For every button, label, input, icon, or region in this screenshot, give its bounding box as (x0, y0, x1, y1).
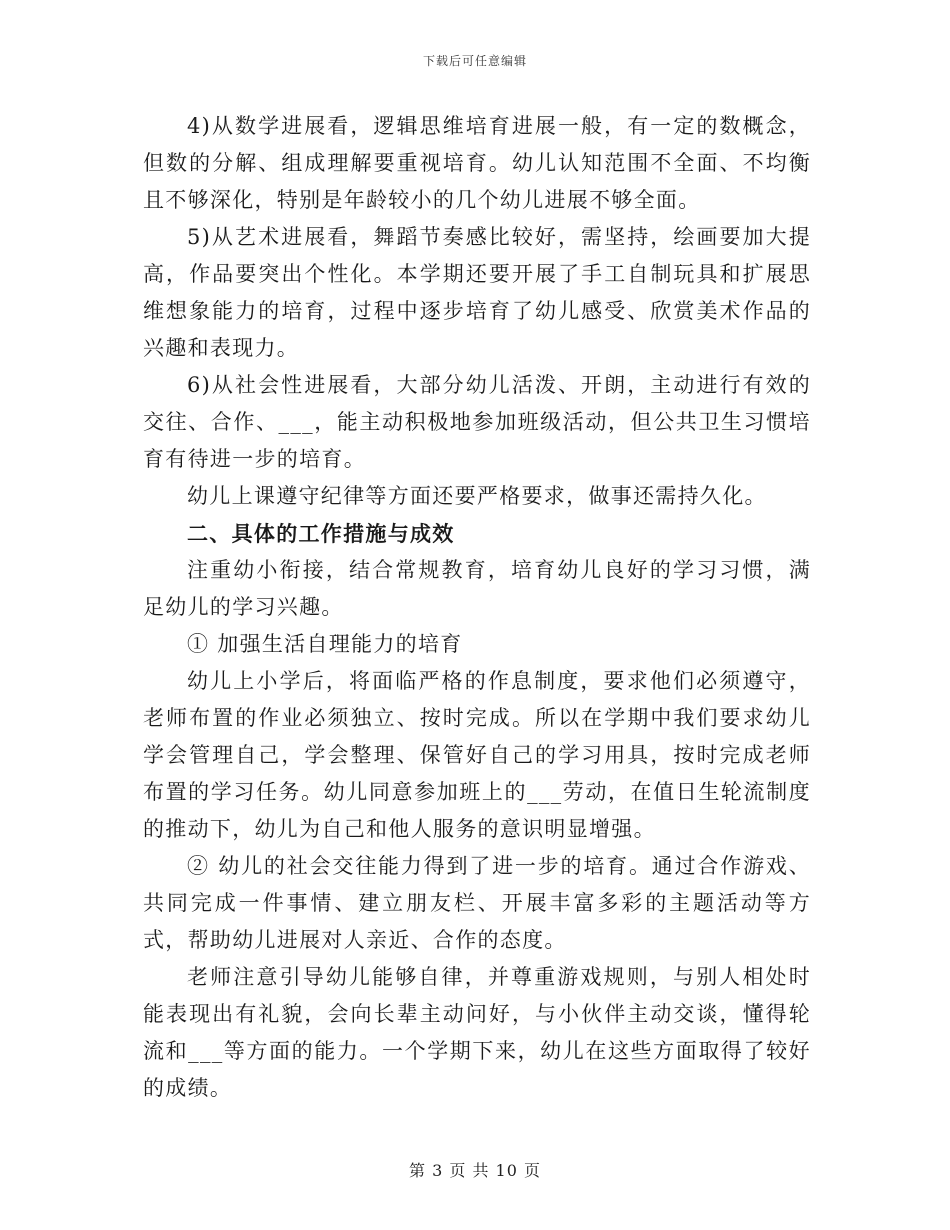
page-header: 下载后可任意编辑 (422, 54, 527, 68)
section-heading: 二、具体的工作措施与成效 (187, 521, 455, 546)
paragraph-transition: 注重幼小衔接，结合常规教育，培育幼儿良好的学习习惯，满足幼儿的学习兴趣。 (143, 558, 811, 619)
paragraph-self-discipline: 老师注意引导幼儿能够自律，并尊重游戏规则，与别人相处时能表现出有礼貌，会向长辈主动问好，与小伙伴主动交谈，懂得轮流和___等方面的能力。一个学期下来，幼儿在这些方面取得了较好的成绩。 (143, 965, 811, 1100)
paragraph-art: 5)从艺术进展看，舞蹈节奏感比较好，需坚持，绘画要加大提高，作品要突出个性化。本学期还要开展了手工自制玩具和扩展思维想象能力的培育，过程中逐步培育了幼儿感受、欣赏美术作品的兴趣和表现力。 (143, 225, 811, 360)
paragraph-discipline: 幼儿上课遵守纪律等方面还要严格要求，做事还需持久化。 (187, 484, 767, 508)
document-body (143, 108, 811, 1107)
paragraph-math: 4)从数学进展看，逻辑思维培育进展一般，有一定的数概念，但数的分解、组成理解要重视培育。幼儿认知范围不全面、不均衡且不够深化，特别是年龄较小的几个幼儿进展不够全面。 (143, 114, 811, 212)
page-footer: 第 3 页 共 10 页 (409, 1161, 541, 1180)
paragraph-selfcare-title: ① 加强生活自理能力的培育 (187, 632, 463, 656)
paragraph-social: 6)从社会性进展看，大部分幼儿活泼、开朗，主动进行有效的交往、合作、___，能主动积极地参加班级活动，但公共卫生习惯培育有待进一步的培育。 (143, 373, 811, 471)
paragraph-selfcare: 幼儿上小学后，将面临严格的作息制度，要求他们必须遵守，老师布置的作业必须独立、按时完成。所以在学期中我们要求幼儿学会管理自己，学会整理、保管好自己的学习用具，按时完成老师布置的学习任务。幼儿同意参加班上的___劳动，在值日生轮流制度的推动下，幼儿为自己和他人服务的意识明显增强。 (143, 669, 811, 841)
paragraph-social-skills: ② 幼儿的社会交往能力得到了进一步的培育。通过合作游戏、共同完成一件事情、建立朋友栏、开展丰富多彩的主题活动等方式，帮助幼儿进展对人亲近、合作的态度。 (143, 854, 811, 952)
